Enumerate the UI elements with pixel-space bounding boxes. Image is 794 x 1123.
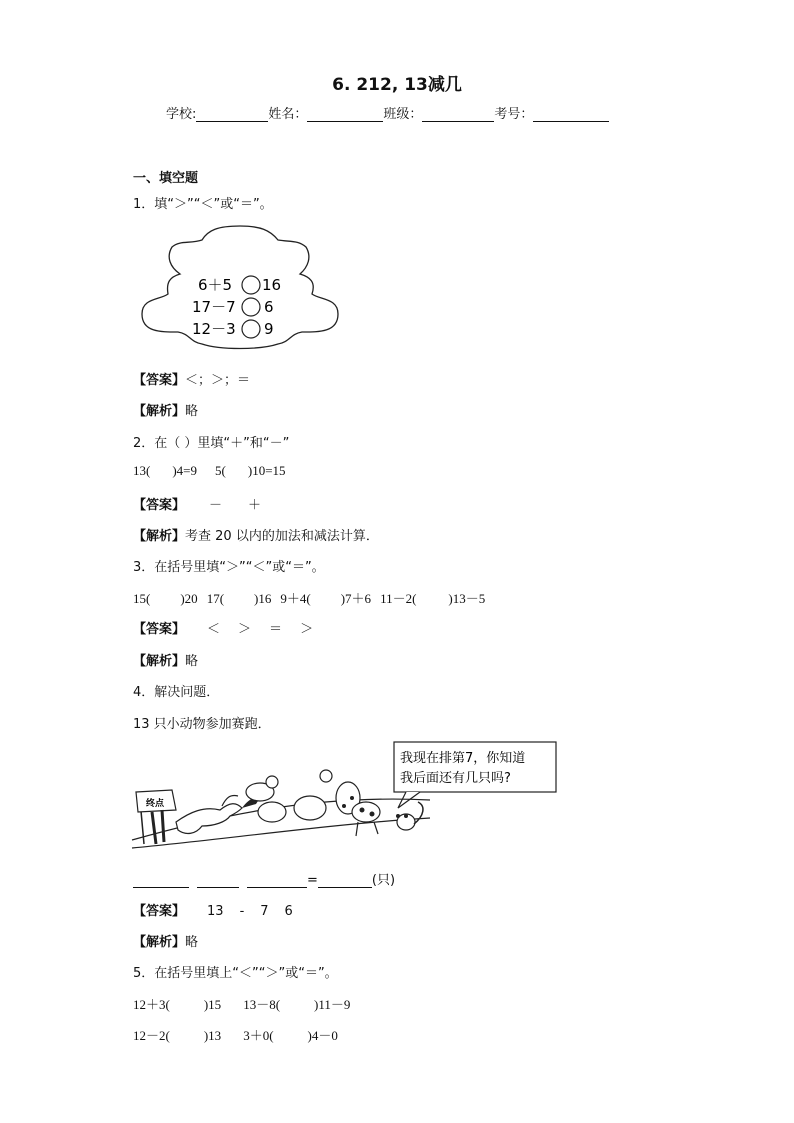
q3-answer [133, 618, 313, 637]
q1-analysis [133, 400, 198, 419]
q3-item: )7＋6 [340, 591, 372, 606]
q5-row2 [133, 1025, 338, 1044]
answer-1: － [209, 498, 223, 513]
row3-right: 9 [264, 320, 274, 338]
q1-answer [133, 369, 250, 388]
q3-item: )20 [180, 591, 198, 606]
name-blank[interactable] [307, 107, 383, 122]
q4-answer [133, 900, 293, 919]
answer-1: ＜ [207, 622, 221, 637]
eq-blank-3[interactable] [247, 874, 307, 888]
row1-left: 6＋5 [198, 276, 233, 294]
section-title: 一、填空题 [133, 171, 199, 186]
q3-item: 9＋4( [280, 591, 311, 606]
eq-blank-4[interactable] [318, 874, 372, 888]
analysis-tag: 【解析】 [133, 935, 186, 950]
row2-left: 17－7 [192, 298, 236, 316]
analysis-tag: 【解析】 [133, 404, 186, 419]
analysis-text: 考查 20 以内的加法和减法计算． [185, 529, 379, 544]
q2-item1-b: )4=9 [172, 463, 198, 478]
sheep-icon [294, 796, 326, 820]
race-illustration [130, 740, 560, 860]
q2-answer [133, 494, 261, 513]
q4-statement: 13 只小动物参加赛跑． [133, 717, 271, 732]
answer-4: 6 [284, 904, 293, 919]
student-info-line [166, 103, 609, 122]
q5-item: )11－9 [314, 997, 351, 1012]
row1-right: 16 [262, 276, 282, 294]
answer-2: - [239, 904, 245, 919]
horse-icon [176, 804, 242, 834]
q3-item: 15( [133, 591, 151, 606]
row2-circle[interactable] [242, 298, 260, 316]
q3-item: )13－5 [448, 591, 486, 606]
class-blank[interactable] [422, 107, 494, 122]
q3-items [133, 588, 485, 607]
q5-item: )4－0 [307, 1028, 338, 1043]
q3-item: )16 [254, 591, 272, 606]
q5-item: )13 [203, 1028, 222, 1043]
q5-prompt: 5．在括号里填上“＜”“＞”或“＝”。 [133, 966, 338, 981]
answer-tag: 【答案】 [133, 622, 186, 637]
bird-icon [320, 770, 332, 782]
answer-2: ＞ [238, 622, 252, 637]
finish-post [162, 810, 164, 842]
q5-item: 3＋0( [243, 1028, 274, 1043]
name-label: 姓名： [268, 107, 308, 122]
cow-icon [352, 802, 380, 822]
speech-line2: 我后面还有几只吗? [400, 771, 511, 786]
row3-circle[interactable] [242, 320, 260, 338]
speech-line1: 我现在排第7，你知道 [400, 751, 526, 766]
answer-tag: 【答案】 [133, 373, 186, 388]
eq-blank-1[interactable] [133, 874, 189, 888]
analysis-tag: 【解析】 [133, 654, 186, 669]
q3-item: 17( [206, 591, 225, 606]
school-blank[interactable] [196, 107, 268, 122]
q5-item: )15 [203, 997, 222, 1012]
answer-tag: 【答案】 [133, 904, 186, 919]
q3-analysis [133, 650, 198, 669]
answer-4: ＞ [300, 622, 314, 637]
eq-sign: = [307, 873, 318, 888]
tree-outline [142, 226, 338, 349]
q5-item: 13－8( [243, 997, 281, 1012]
q2-item2-a: 5( [215, 463, 226, 478]
q3-prompt: 3．在括号里填“＞”“＜”或“＝”。 [133, 560, 325, 575]
row2-right: 6 [264, 298, 274, 316]
answer-1: 13 [207, 904, 224, 919]
page-title: 6. 212, 13减几 [332, 75, 462, 95]
answer-3: 7 [260, 904, 269, 919]
school-label: 学校: [166, 107, 197, 122]
finish-post [152, 812, 156, 844]
q3-item: 11－2( [380, 591, 417, 606]
q4-equation-line [133, 869, 395, 888]
q2-item1-a: 13( [133, 463, 151, 478]
q4-analysis [133, 931, 198, 950]
class-label: 班级： [383, 107, 423, 122]
row1-circle[interactable] [242, 276, 260, 294]
row3-left: 12－3 [192, 320, 236, 338]
flag-text: 终点 [146, 799, 165, 809]
eq-unit: (只) [371, 873, 396, 888]
q2-item2-b: )10=15 [247, 463, 286, 478]
analysis-text: 略 [185, 404, 199, 419]
answer-2: ＋ [248, 498, 262, 513]
q5-row1 [133, 994, 350, 1013]
answer-tag: 【答案】 [133, 498, 186, 513]
analysis-text: 略 [185, 654, 199, 669]
q1-prompt: 1．填“＞”“＜”或“＝”。 [133, 197, 273, 212]
exam-label: 考号： [494, 107, 534, 122]
q5-item: 12－2( [133, 1028, 170, 1043]
q5-item: 12＋3( [133, 997, 170, 1012]
q2-items [133, 463, 286, 479]
q2-analysis [133, 525, 379, 544]
answer-text: ＜；＞；＝ [185, 373, 251, 388]
q4-prompt: 4．解决问题． [133, 685, 220, 700]
q2-prompt: 2．在（ ）里填“＋”和“－” [133, 436, 290, 451]
eq-blank-2[interactable] [197, 874, 239, 888]
analysis-text: 略 [185, 935, 199, 950]
analysis-tag: 【解析】 [133, 529, 186, 544]
answer-3: ＝ [269, 622, 283, 637]
tree-cloud-figure [140, 222, 340, 354]
exam-blank[interactable] [533, 107, 609, 122]
pig-icon [258, 802, 286, 822]
